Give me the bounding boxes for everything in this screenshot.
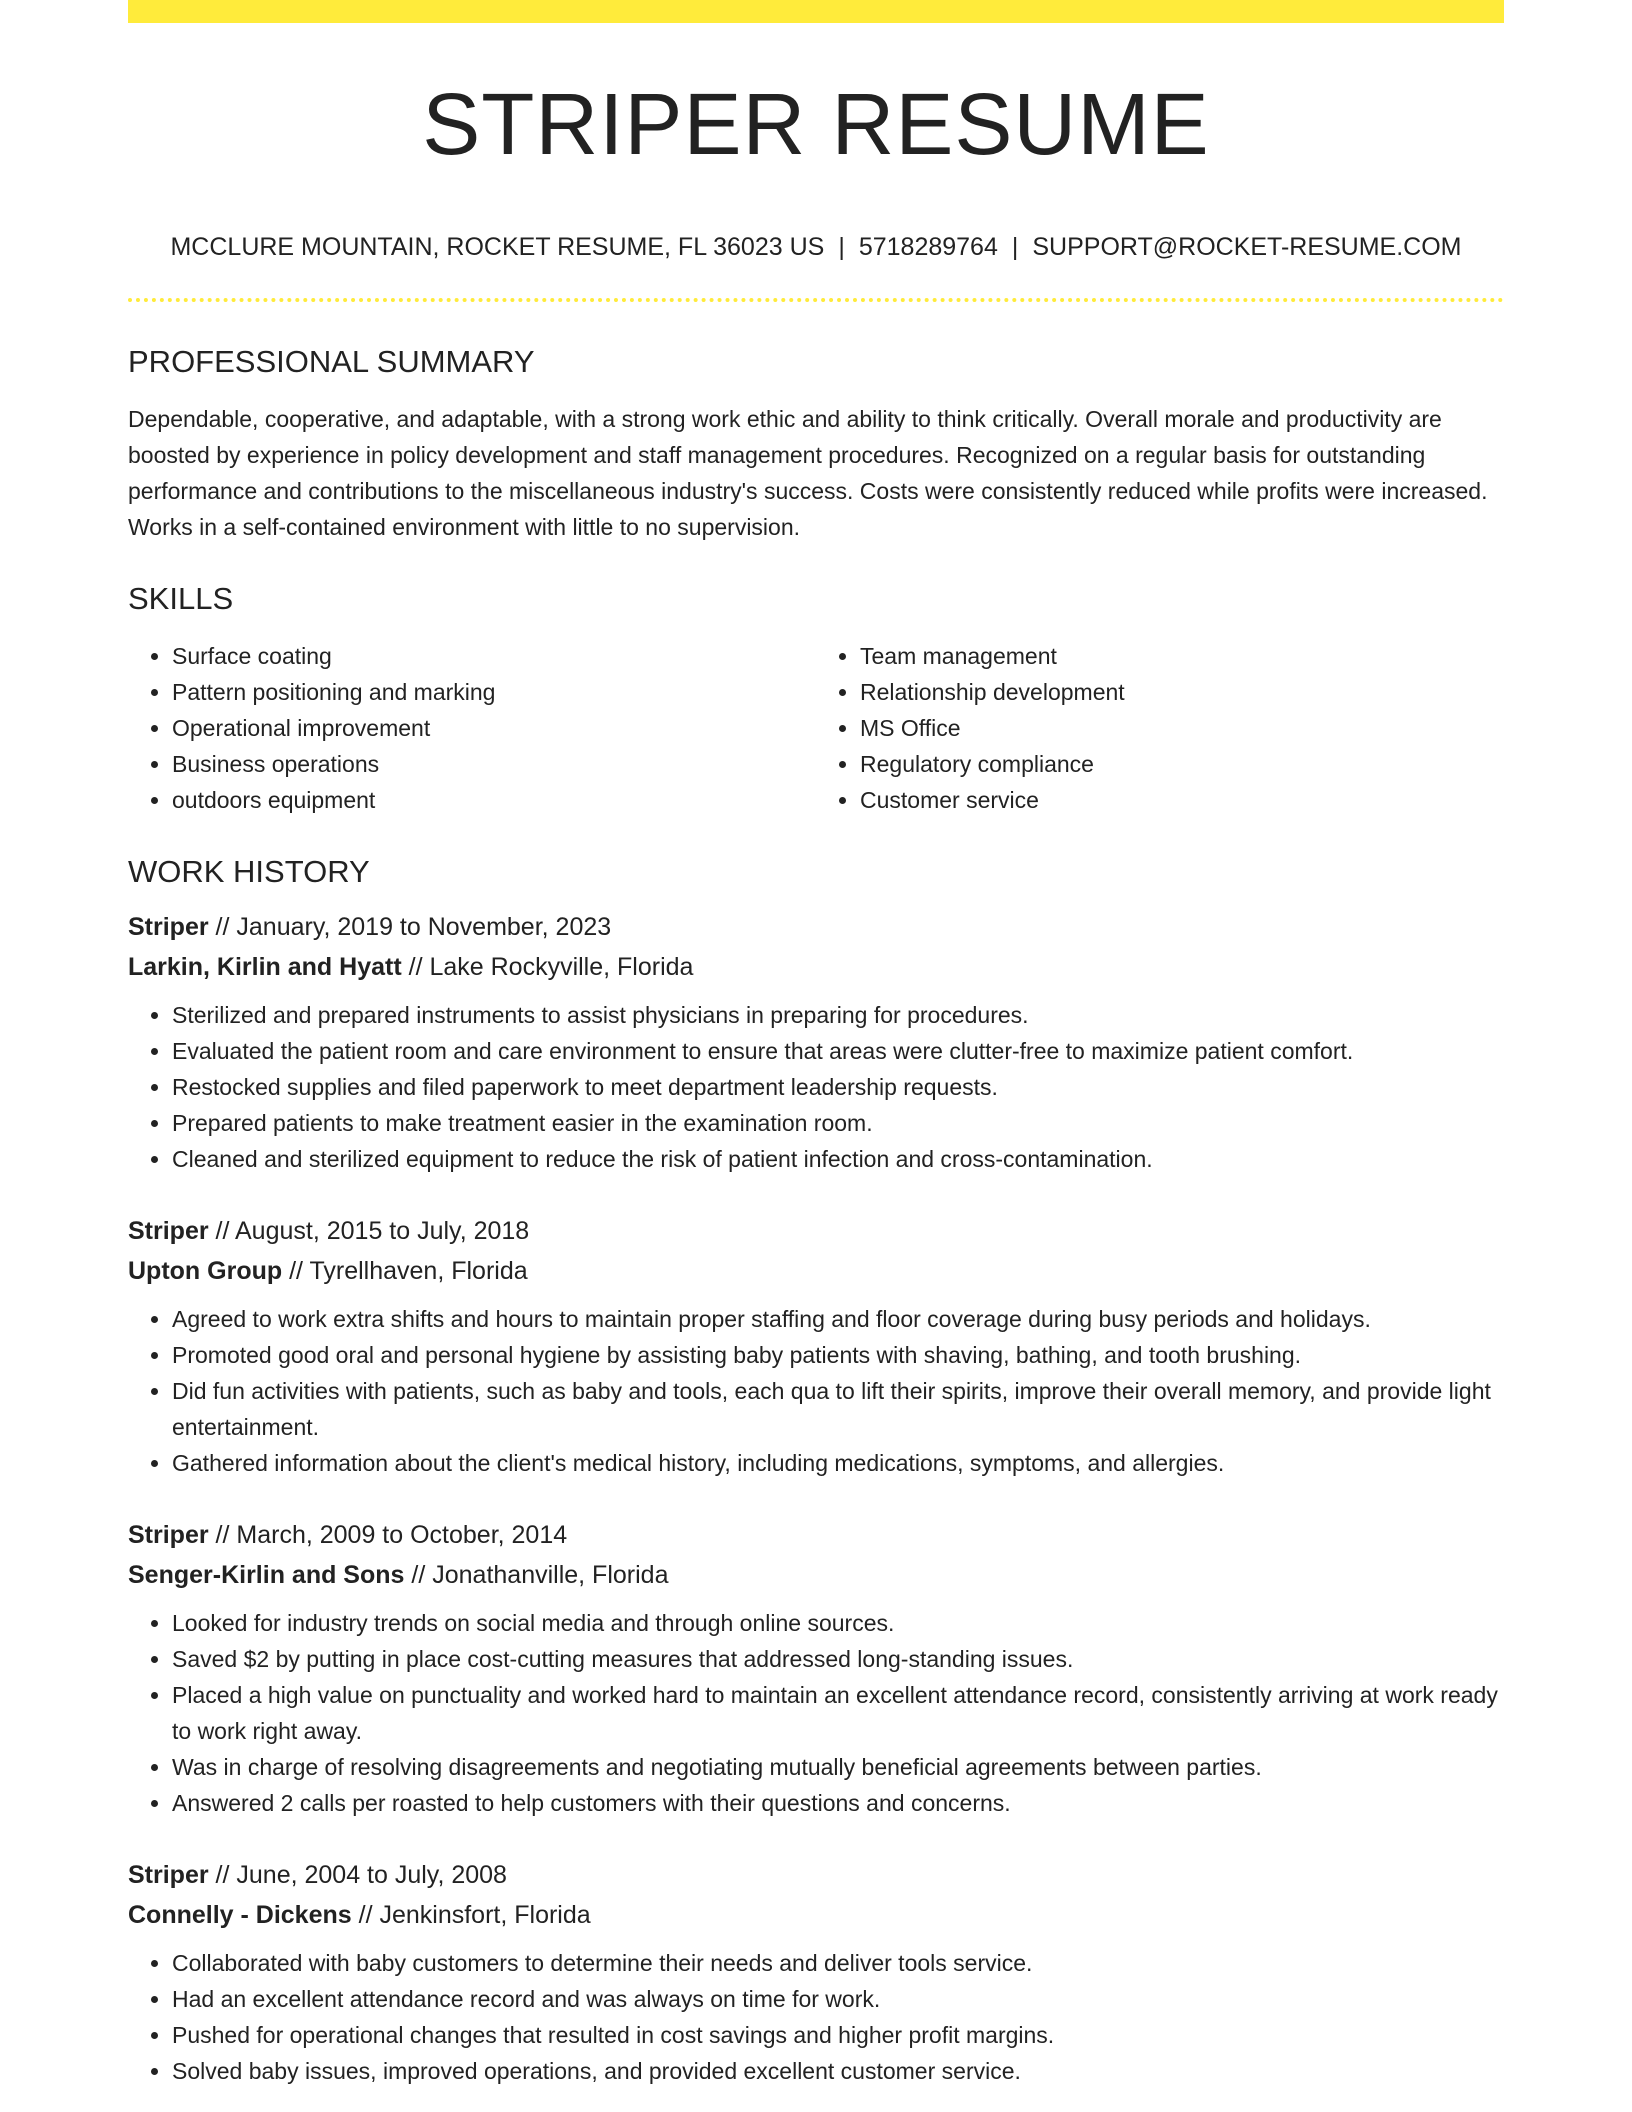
job-company: Larkin, Kirlin and Hyatt	[128, 953, 402, 981]
work-history-list	[128, 907, 1504, 2089]
job-bullet: • Prepared patients to make treatment easier in the examination room.	[172, 1105, 1504, 1141]
job-bullets	[128, 1301, 1504, 1481]
job-bullet: • Collaborated with baby customers to determine their needs and deliver tools service.	[172, 1945, 1504, 1981]
skills-column-left	[128, 638, 816, 818]
job-bullet: • Promoted good oral and personal hygiene by assisting baby patients with shaving, bathing, and tooth brushing.	[172, 1337, 1504, 1373]
job-company-line	[128, 1251, 1504, 1291]
skill-item: • Operational improvement	[172, 710, 816, 746]
skill-item: • Pattern positioning and marking	[172, 674, 816, 710]
skill-item: • MS Office	[860, 710, 1504, 746]
job-title-line	[128, 1855, 1504, 1895]
job-location: // Lake Rockyville, Florida	[408, 953, 694, 981]
job-bullet: • Evaluated the patient room and care environment to ensure that areas were clutter-free to maximize patient comfort.	[172, 1033, 1504, 1069]
job-title-line	[128, 1211, 1504, 1251]
resume-page	[128, 0, 1504, 2089]
job-bullet: • Did fun activities with patients, such as baby and tools, each qua to lift their spirits, improve their overall memory, and provide light entertainment.	[172, 1373, 1504, 1445]
contact-separator: |	[1011, 233, 1019, 261]
skill-item: • Team management	[860, 638, 1504, 674]
job-company: Upton Group	[128, 1257, 283, 1285]
job-bullet: • Saved $2 by putting in place cost-cutting measures that addressed long-standing issues.	[172, 1641, 1504, 1677]
job-bullet: • Gathered information about the client's medical history, including medications, symptoms, and allergies.	[172, 1445, 1504, 1481]
job-bullet: • Answered 2 calls per roasted to help customers with their questions and concerns.	[172, 1785, 1504, 1821]
contact-phone: 5718289764	[858, 233, 998, 261]
job-title: Striper	[128, 1861, 209, 1889]
job-bullets	[128, 1945, 1504, 2089]
skill-item: • Relationship development	[860, 674, 1504, 710]
contact-line	[128, 235, 1504, 260]
job-entry	[128, 1855, 1504, 2089]
job-title-line	[128, 907, 1504, 947]
job-bullet: • Restocked supplies and filed paperwork to meet department leadership requests.	[172, 1069, 1504, 1105]
job-company-line	[128, 1895, 1504, 1935]
job-dates: // March, 2009 to October, 2014	[215, 1521, 568, 1549]
job-dates: // August, 2015 to July, 2018	[215, 1217, 530, 1245]
job-entry	[128, 907, 1504, 1177]
job-bullet: • Placed a high value on punctuality and worked hard to maintain an excellent attendance record, consistently arriving at work ready to work right away.	[172, 1677, 1504, 1749]
job-bullet: • Solved baby issues, improved operations, and provided excellent customer service.	[172, 2053, 1504, 2089]
job-title: Striper	[128, 1521, 209, 1549]
job-bullet: • Had an excellent attendance record and was always on time for work.	[172, 1981, 1504, 2017]
job-bullet: • Sterilized and prepared instruments to assist physicians in preparing for procedures.	[172, 997, 1504, 1033]
job-location: // Tyrellhaven, Florida	[289, 1257, 528, 1285]
job-bullets	[128, 997, 1504, 1177]
skills-list	[128, 638, 1504, 818]
skills-heading: SKILLS	[128, 581, 234, 616]
skill-item: • Customer service	[860, 782, 1504, 818]
dotted-divider	[128, 298, 1504, 302]
job-title: Striper	[128, 1217, 209, 1245]
work-history-heading: WORK HISTORY	[128, 854, 370, 889]
job-location: // Jenkinsfort, Florida	[358, 1901, 591, 1929]
job-title-line	[128, 1515, 1504, 1555]
job-location: // Jonathanville, Florida	[411, 1561, 669, 1589]
job-entry	[128, 1515, 1504, 1821]
contact-email: SUPPORT@ROCKET-RESUME.COM	[1032, 233, 1462, 261]
job-title: Striper	[128, 913, 209, 941]
job-company-line	[128, 947, 1504, 987]
job-entry	[128, 1211, 1504, 1481]
job-company-line	[128, 1555, 1504, 1595]
skill-item: • Business operations	[172, 746, 816, 782]
summary-text: Dependable, cooperative, and adaptable, with a strong work ethic and ability to think critically. Overall morale and productivity are boosted by experience in policy development and staff management procedures. Recognized on a regular basis for outstanding performance and contributions to the miscellaneous industry's success. Costs were consistently reduced while profits were increased. Works in a self-contained environment with little to no supervision.	[128, 406, 1488, 540]
skill-item: • outdoors equipment	[172, 782, 816, 818]
job-bullet: • Cleaned and sterilized equipment to reduce the risk of patient infection and cross-contamination.	[172, 1141, 1504, 1177]
job-dates: // January, 2019 to November, 2023	[215, 913, 612, 941]
job-bullet: • Pushed for operational changes that resulted in cost savings and higher profit margins.	[172, 2017, 1504, 2053]
skill-item: • Regulatory compliance	[860, 746, 1504, 782]
skills-column-right	[816, 638, 1504, 818]
summary-heading: PROFESSIONAL SUMMARY	[128, 344, 535, 379]
job-bullet: • Agreed to work extra shifts and hours to maintain proper staffing and floor coverage during busy periods and holidays.	[172, 1301, 1504, 1337]
job-company: Connelly - Dickens	[128, 1901, 352, 1929]
job-bullets	[128, 1605, 1504, 1821]
job-dates: // June, 2004 to July, 2008	[215, 1861, 507, 1889]
contact-address: MCCLURE MOUNTAIN, ROCKET RESUME, FL 36023 US	[170, 233, 825, 261]
skill-item: • Surface coating	[172, 638, 816, 674]
job-bullet: • Looked for industry trends on social media and through online sources.	[172, 1605, 1504, 1641]
accent-bar	[128, 0, 1504, 23]
resume-title: STRIPER RESUME	[422, 76, 1210, 173]
job-company: Senger-Kirlin and Sons	[128, 1561, 405, 1589]
contact-separator: |	[838, 233, 845, 261]
job-bullet: • Was in charge of resolving disagreements and negotiating mutually beneficial agreements between parties.	[172, 1749, 1504, 1785]
